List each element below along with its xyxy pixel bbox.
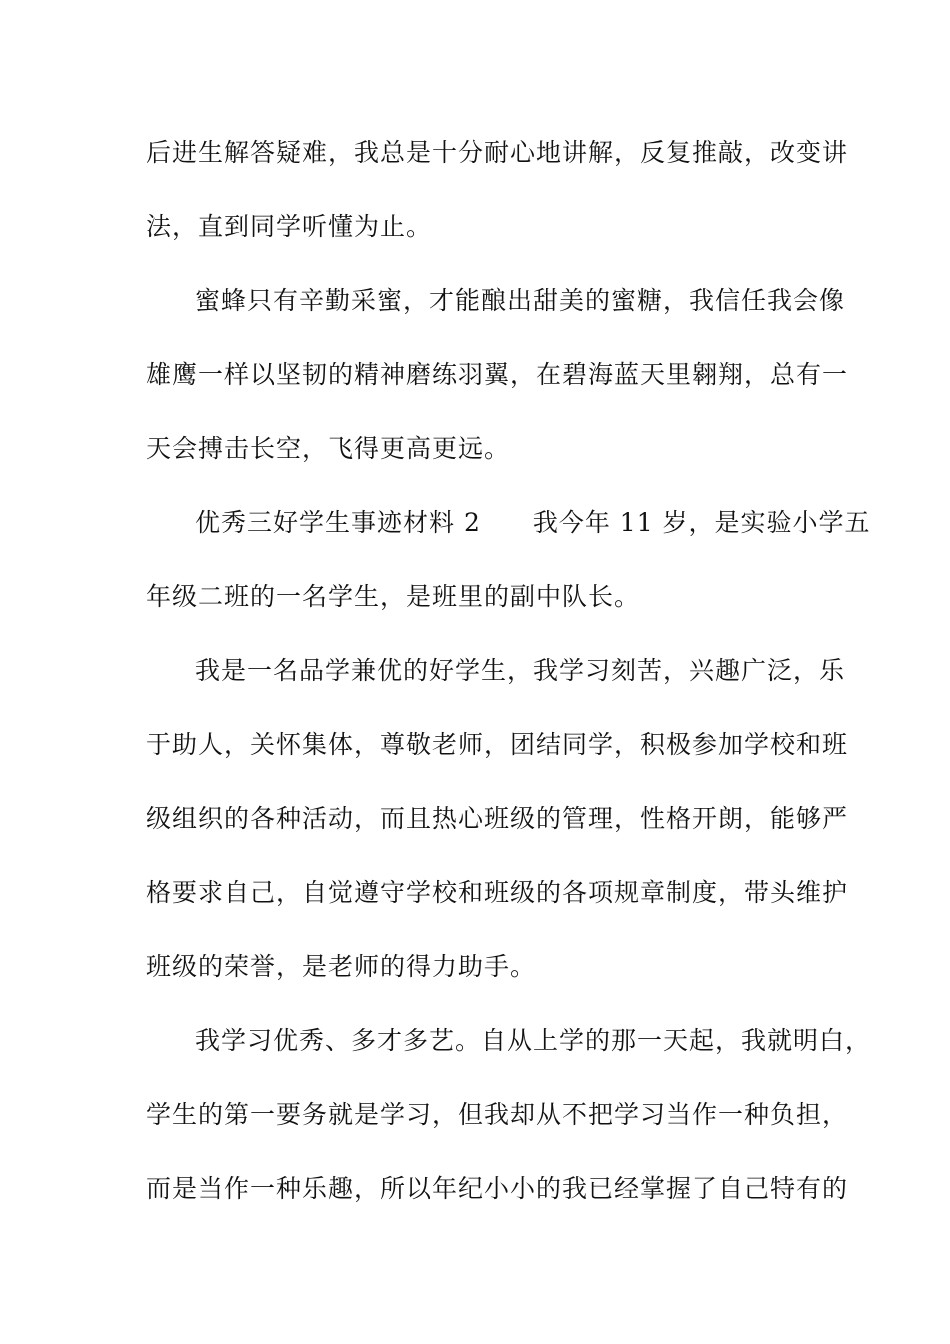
text-line: 年级二班的一名学生，是班里的副中队长。 xyxy=(146,582,641,611)
text-line: 后进生解答疑难，我总是十分耐心地讲解，反复推敲，改变讲 xyxy=(146,138,849,167)
text-line: 而是当作一种乐趣，所以年纪小小的我已经掌握了自己特有的 xyxy=(146,1174,849,1203)
paragraph-start-line: 我学习优秀、多才多艺。自从上学的那一天起，我就明白， xyxy=(195,1026,872,1055)
text-line: 于助人，关怀集体，尊敬老师，团结同学，积极参加学校和班 xyxy=(146,730,849,759)
text-line: 天会搏击长空，飞得更高更远。 xyxy=(146,434,511,463)
text-line: 法，直到同学听懂为止。 xyxy=(146,212,433,241)
text-line: 班级的荣誉，是老师的得力助手。 xyxy=(146,952,537,981)
paragraph-start-line: 优秀三好学生事迹材料 2 我今年 11 岁，是实验小学五 xyxy=(195,508,871,537)
text-line: 雄鹰一样以坚韧的精神磨练羽翼，在碧海蓝天里翱翔，总有一 xyxy=(146,360,849,389)
text-line: 格要求自己，自觉遵守学校和班级的各项规章制度，带头维护 xyxy=(146,878,849,907)
paragraph-start-line: 蜜蜂只有辛勤采蜜，才能酿出甜美的蜜糖，我信任我会像 xyxy=(195,286,846,315)
text-line: 学生的第一要务就是学习，但我却从不把学习当作一种负担， xyxy=(146,1100,849,1129)
paragraph-start-line: 我是一名品学兼优的好学生，我学习刻苦，兴趣广泛，乐 xyxy=(195,656,846,685)
text-line: 级组织的各种活动，而且热心班级的管理，性格开朗，能够严 xyxy=(146,804,849,833)
